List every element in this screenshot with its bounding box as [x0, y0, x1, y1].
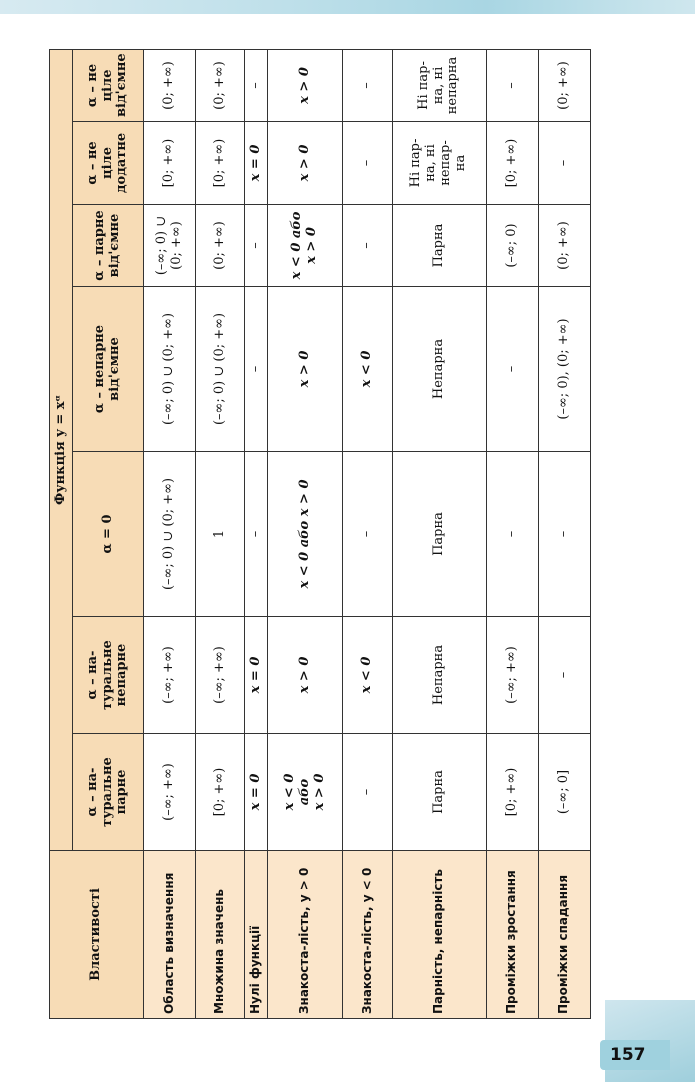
table-cell: Парна	[392, 205, 486, 287]
table-cell: (0; +∞)	[538, 50, 590, 122]
table-row	[392, 50, 486, 1019]
row-property-label: Множина значень	[196, 851, 245, 1019]
table-cell: [0; +∞)	[196, 122, 245, 205]
page-top-band	[0, 0, 695, 14]
table-cell: –	[245, 50, 268, 122]
table-cell: Непарна	[392, 617, 486, 734]
col-header-zero: α = 0	[72, 452, 143, 617]
col-header-noninteger-positive: α – не ціле додатне	[72, 122, 143, 205]
table-cell: x < 0	[343, 287, 392, 452]
table-cell: x = 0	[245, 617, 268, 734]
col-header-noninteger-negative: α – не ціле від'ємне	[72, 50, 143, 122]
col-header-natural-even: α – на- туральне парне	[72, 734, 143, 851]
table-cell: –	[245, 287, 268, 452]
table-row	[268, 50, 343, 1019]
col-header-even-negative: α – парне від'ємне	[72, 205, 143, 287]
table-cell: (–∞; 0]	[538, 734, 590, 851]
row-property-label: Парність, непарність	[392, 851, 486, 1019]
table-row	[196, 50, 245, 1019]
table-cell: (–∞; +∞)	[143, 617, 195, 734]
table-cell: –	[343, 452, 392, 617]
table-cell: x > 0	[268, 617, 343, 734]
table-cell: (–∞; 0) ∪ (0; +∞)	[143, 287, 195, 452]
row-property-label: Проміжки зростання	[486, 851, 538, 1019]
table-cell: (0; +∞)	[196, 205, 245, 287]
table-cell: x = 0	[245, 122, 268, 205]
table-cell: x < 0 або x > 0	[268, 452, 343, 617]
table-cell: (–∞; 0) ∪ (0; +∞)	[143, 205, 195, 287]
table-cell: –	[486, 452, 538, 617]
row-property-label: Знакоста-лість, y > 0	[268, 851, 343, 1019]
table-row	[245, 50, 268, 1019]
table-cell: (0; +∞)	[196, 50, 245, 122]
header-function-title: Функція y = xᵅ	[50, 50, 73, 851]
table-cell: (–∞; 0), (0; +∞)	[538, 287, 590, 452]
rotated-table-container	[49, 49, 591, 1019]
table-cell: (–∞; 0) ∪ (0; +∞)	[196, 287, 245, 452]
table-cell: –	[486, 287, 538, 452]
table-cell: (0; +∞)	[538, 205, 590, 287]
row-property-label: Нулі функції	[245, 851, 268, 1019]
table-cell: –	[245, 452, 268, 617]
table-cell: x > 0	[268, 50, 343, 122]
table-cell: (–∞; +∞)	[143, 734, 195, 851]
table-row	[143, 50, 195, 1019]
table-cell: [0; +∞)	[486, 734, 538, 851]
table-cell: Ні пар- на, ні непарна	[392, 50, 486, 122]
table-cell: (–∞; 0) ∪ (0; +∞)	[143, 452, 195, 617]
table-cell: –	[538, 122, 590, 205]
table-cell: Парна	[392, 734, 486, 851]
table-cell: [0; +∞)	[143, 122, 195, 205]
table-cell: –	[245, 205, 268, 287]
table-cell: –	[343, 122, 392, 205]
table-row	[486, 50, 538, 1019]
table-row	[538, 50, 590, 1019]
power-function-properties-table	[49, 49, 591, 1019]
table-cell: (–∞; 0)	[486, 205, 538, 287]
table-cell: (0; +∞)	[143, 50, 195, 122]
table-cell: –	[343, 50, 392, 122]
table-cell: x < 0 або x > 0	[268, 205, 343, 287]
row-property-label: Область визначення	[143, 851, 195, 1019]
table-row	[343, 50, 392, 1019]
col-header-odd-negative: α – непарне від'ємне	[72, 287, 143, 452]
table-cell: (–∞; +∞)	[196, 617, 245, 734]
table-cell: [0; +∞)	[196, 734, 245, 851]
table-cell: (–∞; +∞)	[486, 617, 538, 734]
table-cell: –	[486, 50, 538, 122]
table-cell: x > 0	[268, 287, 343, 452]
table-cell: x > 0	[268, 122, 343, 205]
col-header-natural-odd: α – на- туральне непарне	[72, 617, 143, 734]
table-cell: –	[538, 452, 590, 617]
header-properties: Властивості	[50, 851, 144, 1019]
row-property-label: Проміжки спадання	[538, 851, 590, 1019]
table-cell: [0; +∞)	[486, 122, 538, 205]
table-cell: 1	[196, 452, 245, 617]
table-cell: Непарна	[392, 287, 486, 452]
table-cell: Ні пар- на, ні непар- на	[392, 122, 486, 205]
table-cell: –	[538, 617, 590, 734]
table-cell: –	[343, 205, 392, 287]
table-cell: x < 0 або x > 0	[268, 734, 343, 851]
page-number: 157	[600, 1040, 670, 1070]
table-cell: x = 0	[245, 734, 268, 851]
table-cell: Парна	[392, 452, 486, 617]
table-cell: –	[343, 734, 392, 851]
row-property-label: Знакоста-лість, y < 0	[343, 851, 392, 1019]
table-cell: x < 0	[343, 617, 392, 734]
